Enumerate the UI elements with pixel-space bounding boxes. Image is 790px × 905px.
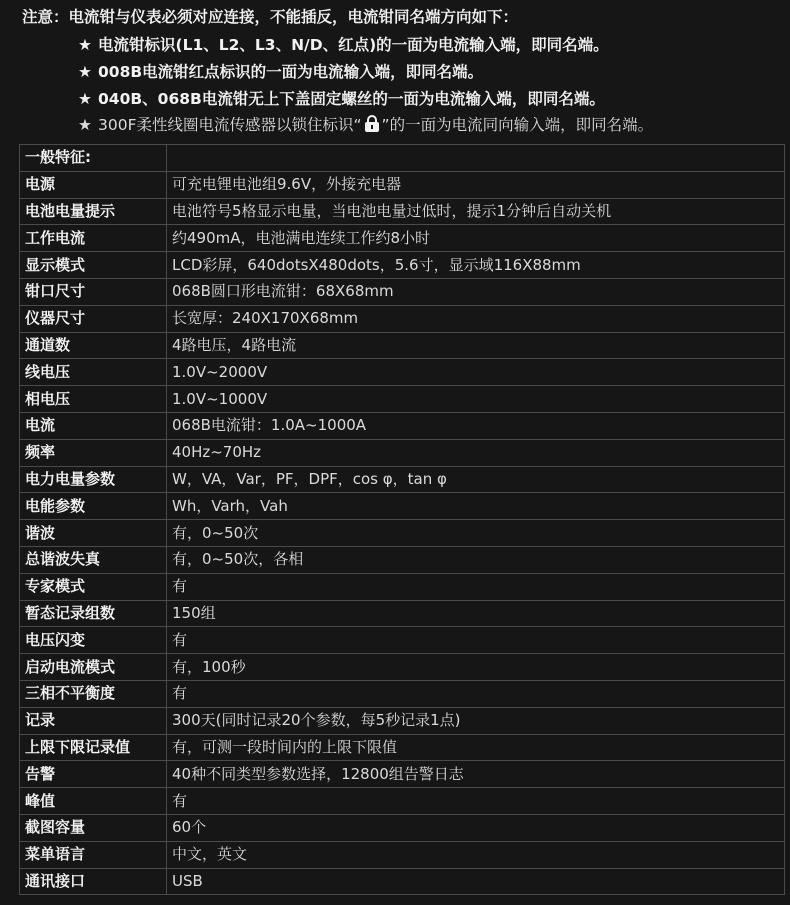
table-row [20,734,785,761]
note-bullet-4 [78,113,653,135]
spec-value: 有 [167,573,785,600]
spec-value: 60个 [167,814,785,841]
table-row [20,332,785,359]
spec-label: 峰值 [20,788,167,815]
spec-value: 有，100秒 [167,654,785,681]
notes-heading: 注意：电流钳与仪表必须对应连接，不能插反，电流钳同名端方向如下： [22,8,519,26]
spec-label: 通道数 [20,332,167,359]
table-row [20,278,785,305]
spec-value: 可充电锂电池组9.6V，外接充电器 [167,171,785,198]
spec-value: 40Hz~70Hz [167,439,785,466]
table-row [20,841,785,868]
star-icon: ★ [78,90,92,108]
spec-value: 1.0V~1000V [167,386,785,413]
spec-value: 有 [167,788,785,815]
spec-label: 菜单语言 [20,841,167,868]
spec-label: 一般特征: [20,145,167,172]
spec-value: 中文，英文 [167,841,785,868]
table-row [20,466,785,493]
spec-value: Wh，Varh，Vah [167,493,785,520]
spec-value: USB [167,868,785,895]
note-bullet-3 [78,87,605,109]
note-text: 008B电流钳红点标识的一面为电流输入端，即同名端。 [98,63,484,81]
table-row [20,145,785,172]
spec-label: 相电压 [20,386,167,413]
spec-value: 068B电流钳：1.0A~1000A [167,412,785,439]
spec-value [167,145,785,172]
spec-value: 有 [167,680,785,707]
table-row [20,600,785,627]
table-row [20,654,785,681]
spec-value: 有，可测一段时间内的上限下限值 [167,734,785,761]
spec-label: 电力电量参数 [20,466,167,493]
spec-label: 电池电量提示 [20,198,167,225]
lock-icon [365,115,379,132]
spec-label: 频率 [20,439,167,466]
spec-label: 电源 [20,171,167,198]
spec-label: 告警 [20,761,167,788]
spec-label: 通讯接口 [20,868,167,895]
spec-value: 长宽厚：240X170X68mm [167,305,785,332]
table-row [20,707,785,734]
spec-value: 约490mA，电池满电连续工作约8小时 [167,225,785,252]
table-row [20,305,785,332]
table-row [20,439,785,466]
note-text-after: ”的一面为电流同向输入端，即同名端。 [381,116,654,134]
table-row [20,493,785,520]
spec-value: W，VA，Var，PF，DPF，cos φ，tan φ [167,466,785,493]
note-text: 电流钳标识(L1、L2、L3、N/D、红点)的一面为电流输入端，即同名端。 [98,36,609,54]
spec-label: 电能参数 [20,493,167,520]
table-row [20,814,785,841]
table-row [20,171,785,198]
spec-label: 线电压 [20,359,167,386]
spec-label: 上限下限记录值 [20,734,167,761]
spec-label: 显示模式 [20,252,167,279]
spec-label: 截图容量 [20,814,167,841]
note-text: 040B、068B电流钳无上下盖固定螺丝的一面为电流输入端，即同名端。 [98,90,605,108]
spec-table [19,144,785,895]
spec-label: 专家模式 [20,573,167,600]
spec-value: LCD彩屏，640dotsX480dots，5.6寸，显示域116X88mm [167,252,785,279]
spec-label: 仪器尺寸 [20,305,167,332]
spec-label: 电压闪变 [20,627,167,654]
table-row [20,680,785,707]
spec-value: 068B圆口形电流钳：68X68mm [167,278,785,305]
spec-label: 暂态记录组数 [20,600,167,627]
spec-value: 4路电压，4路电流 [167,332,785,359]
table-row [20,573,785,600]
spec-value: 有，0~50次 [167,520,785,547]
spec-label: 三相不平衡度 [20,680,167,707]
spec-value: 300天(同时记录20个参数，每5秒记录1点) [167,707,785,734]
spec-value: 电池符号5格显示电量，当电池电量过低时，提示1分钟后自动关机 [167,198,785,225]
table-row [20,627,785,654]
spec-value: 150组 [167,600,785,627]
table-row [20,225,785,252]
table-row [20,761,785,788]
table-row [20,520,785,547]
star-icon: ★ [78,36,92,54]
table-row [20,546,785,573]
spec-label: 工作电流 [20,225,167,252]
spec-label: 记录 [20,707,167,734]
table-row [20,386,785,413]
spec-label: 总谐波失真 [20,546,167,573]
spec-label: 谐波 [20,520,167,547]
spec-value: 有，0~50次，各相 [167,546,785,573]
table-row [20,359,785,386]
note-text-before: 300F柔性线圈电流传感器以锁住标识“ [98,116,362,134]
note-bullet-2 [78,60,483,82]
spec-value: 1.0V~2000V [167,359,785,386]
spec-value: 有 [167,627,785,654]
table-row [20,412,785,439]
note-bullet-1 [78,33,609,55]
table-row [20,252,785,279]
notes-section [0,0,790,143]
table-row [20,868,785,895]
star-icon: ★ [78,63,92,81]
table-row [20,788,785,815]
star-icon: ★ [78,116,92,134]
table-row [20,198,785,225]
spec-label: 电流 [20,412,167,439]
spec-value: 40种不同类型参数选择，12800组告警日志 [167,761,785,788]
spec-label: 启动电流模式 [20,654,167,681]
spec-label: 钳口尺寸 [20,278,167,305]
